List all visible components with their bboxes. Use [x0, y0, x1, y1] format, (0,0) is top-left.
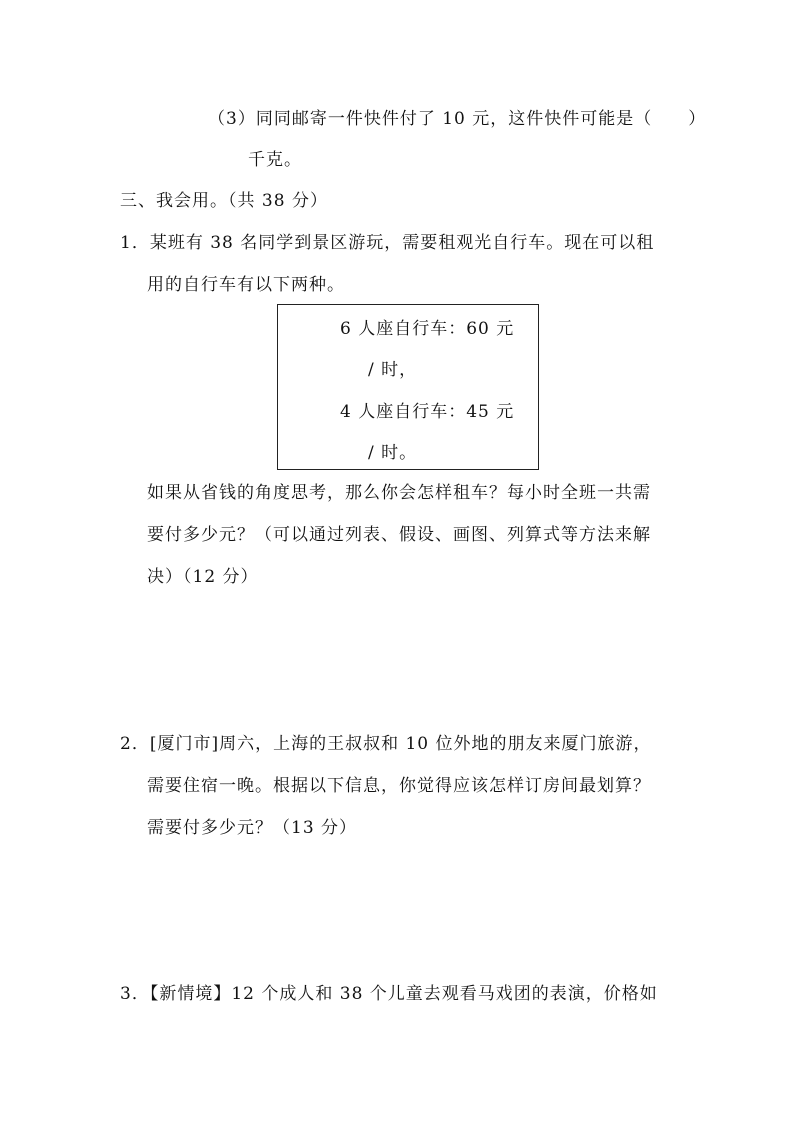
- problem-3-line-1: 3．【新情境】12 个成人和 38 个儿童去观看马戏团的表演，价格如: [120, 984, 658, 1004]
- section-3-heading: 三、我会用。（共 38 分）: [120, 191, 328, 211]
- box-line-4: / 时。: [368, 443, 418, 463]
- problem-2-line-2: 需要住宿一晚。根据以下信息，你觉得应该怎样订房间最划算？: [147, 776, 651, 796]
- q3-item-continuation: 千克。: [248, 150, 302, 170]
- bike-rental-info-box: [277, 304, 539, 470]
- problem-1-question-line-1: 如果从省钱的角度思考，那么你会怎样租车？每小时全班一共需: [147, 483, 651, 503]
- problem-2-line-3: 需要付多少元？（13 分）: [147, 818, 358, 838]
- box-line-3: 4 人座自行车：45 元: [340, 402, 515, 422]
- box-line-2: / 时，: [368, 360, 418, 380]
- problem-1-question-line-2: 要付多少元？（可以通过列表、假设、画图、列算式等方法来解: [147, 525, 651, 545]
- problem-1-question-line-3: 决）（12 分）: [147, 567, 259, 587]
- box-line-1: 6 人座自行车：60 元: [340, 319, 515, 339]
- problem-1-line-1: 1．某班有 38 名同学到景区游玩，需要租观光自行车。现在可以租: [120, 233, 655, 253]
- q3-item-line: （3）同同邮寄一件快件付了 10 元，这件快件可能是（ ）: [208, 109, 707, 129]
- problem-2-line-1: 2．[厦门市]周六，上海的王叔叔和 10 位外地的朋友来厦门旅游，: [120, 734, 652, 754]
- problem-1-line-2: 用的自行车有以下两种。: [147, 275, 345, 295]
